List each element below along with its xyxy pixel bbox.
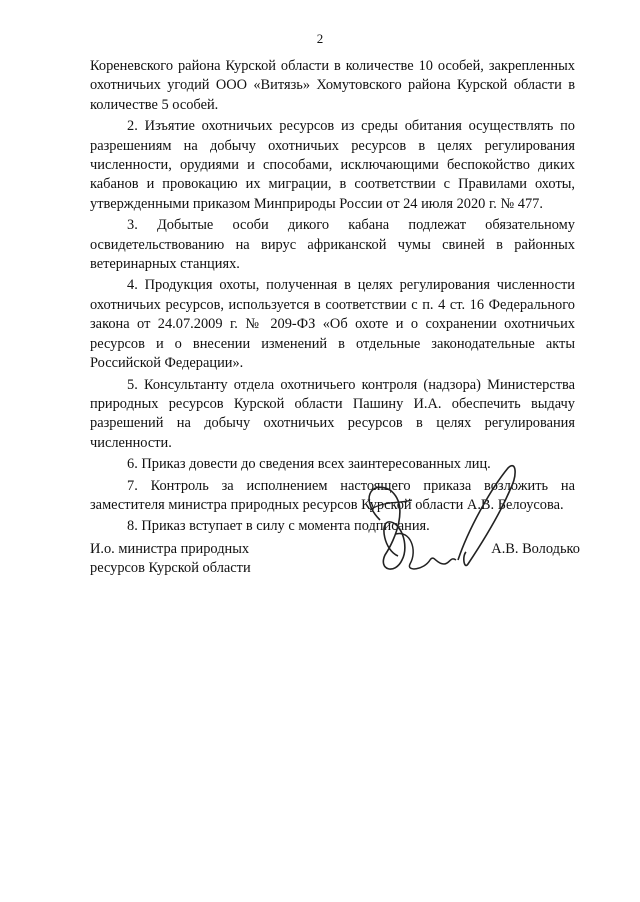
signature-block — [90, 540, 580, 600]
paragraph-8: 8. Приказ вступает в силу с момента подписания. — [127, 518, 430, 535]
handwritten-signature — [340, 460, 540, 610]
signatory-title-line-2: ресурсов Курской области — [90, 560, 251, 577]
signatory-title-line-1: И.о. министра природных — [90, 541, 250, 557]
paragraph-5: 5. Консультанту отдела охотничьего контроля (надзора) Министерства природных ресурсов Курской области Пашину И.А. обеспечить выдачу разрешений на добычу охотничьих ресурсов в целях регулирования численности. — [90, 376, 575, 451]
paragraph-7: 7. Контроль за исполнением настоящего приказа возложить на заместителя министра природных ресурсов Курской области А.В. Белоусова. — [90, 477, 575, 513]
signatory-name: А.В. Володько — [491, 541, 580, 557]
paragraph-2: 2. Изъятие охотничьих ресурсов из среды обитания осуществлять по разрешениям на добычу охотничьих ресурсов в целях регулирования численности, орудиями и способами, исключающими беспокойство диких кабанов и провокацию их миграции, в соответствии с Правилами охоты, утвержденными приказом Минприроды России от 24 июля 2020 г. № 477. — [90, 118, 575, 212]
paragraph-4: 4. Продукция охоты, полученная в целях регулирования численности охотничьих ресурсов, используется в соответствии с п. 4 ст. 16 Федерального закона от 24.07.2009 г. № 209-ФЗ «Об охоте и о сохранении охотничьих ресурсов и о внесении изменений в отдельные законодательные акты Российской Федерации». — [90, 277, 575, 372]
paragraph-6: 6. Приказ довести до сведения всех заинтересованных лиц. — [127, 456, 491, 473]
page-number: 2 — [316, 31, 324, 46]
paragraph-3: 3. Добытые особи дикого кабана подлежат обязательному освидетельствованию на вирус африканской чумы свиней в районных ветеринарных станциях. — [90, 217, 575, 273]
signatory-title — [90, 540, 251, 579]
paragraph-continuation: Кореневского района Курской области в количестве 10 особей, закрепленных охотничьих угодий ООО «Витязь» Хомутовского района Курской области в количестве 5 особей. — [90, 58, 575, 113]
